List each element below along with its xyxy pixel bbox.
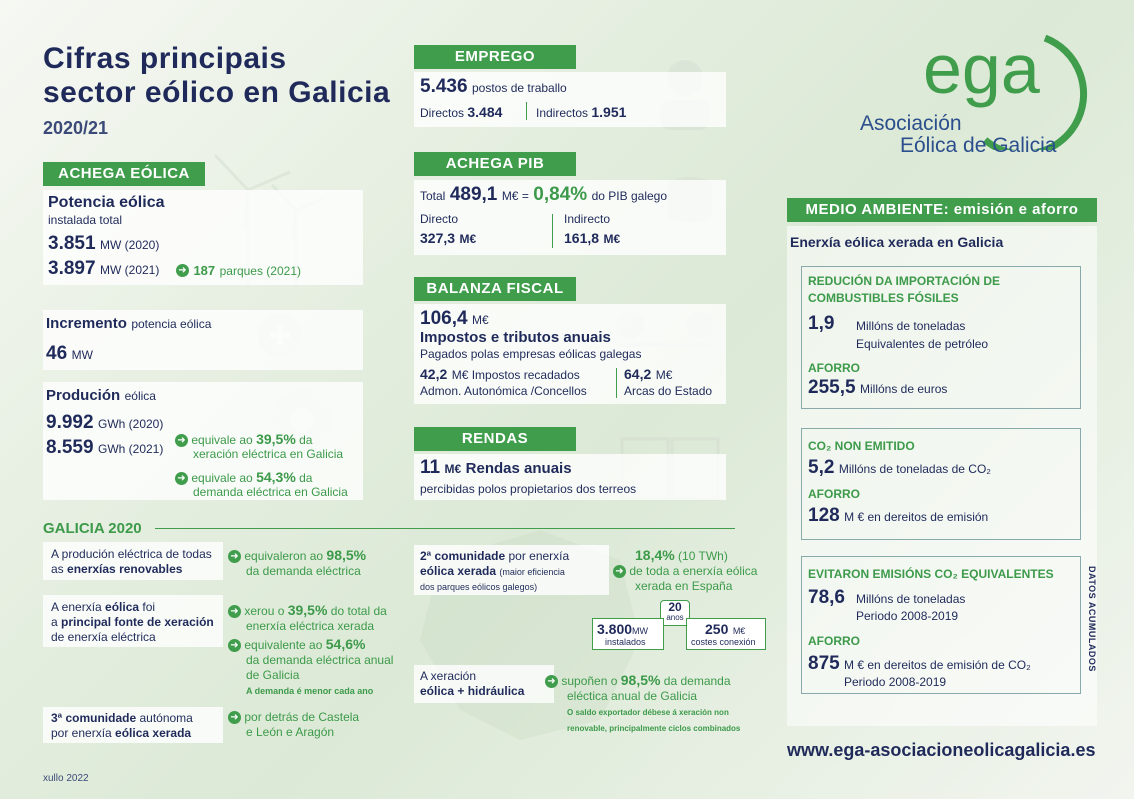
xerou-text: xerou o (244, 604, 285, 618)
emprego-separator (526, 102, 527, 120)
eq2-text: equivale ao (191, 471, 253, 485)
medio-heading: MEDIO AMBIENTE: emisión e aforro (787, 198, 1097, 222)
footer-url[interactable]: www.ega-asociacioneolicagalicia.es (787, 740, 1096, 760)
parques-text: parques (2021) (219, 264, 301, 278)
pib-indirecto-label: Indirecto (564, 212, 611, 226)
fiscal-a-sub: Admon. Autonómica /Concellos (420, 384, 587, 398)
renovables-left (43, 542, 223, 580)
renovables-left-as: as (51, 562, 64, 576)
instalados-text: instalados (605, 637, 646, 647)
terceira-d: eólica xerada (115, 726, 192, 740)
terceira-b: autónoma (139, 711, 193, 725)
producion-2020-unit: GWh (2020) (98, 417, 164, 431)
eolica-fonte-left (43, 595, 223, 647)
terceira-right-1: por detrás de Castela (244, 710, 360, 724)
xeracion-right-a: supoñen o (561, 674, 618, 688)
demanda-line-3: de Galicia (246, 668, 300, 682)
arrow-right-icon: ➜ (228, 605, 241, 618)
producion-title (46, 387, 156, 405)
galicia-heading: GALICIA 2020 (43, 520, 142, 537)
fosiles-text (856, 317, 988, 353)
potencia-2021-unit: MW (2021) (100, 263, 160, 277)
demanda-pct: 54,6% (325, 636, 366, 652)
incremento-unit: MW (71, 348, 93, 362)
segunda-right (613, 548, 757, 594)
arrow-right-icon: ➜ (176, 264, 189, 277)
pib-separator (552, 214, 553, 248)
incremento-panel (43, 310, 363, 370)
rendas-unit: M€ (444, 462, 462, 476)
pib-pct: 0,84% (533, 184, 588, 205)
fiscal-b (624, 366, 672, 384)
co2-aforro-text: M € en dereitos de emisión (844, 510, 989, 524)
terceira-right-2: e León e Aragón (246, 725, 335, 739)
eq2-pct: 54,3% (256, 469, 296, 485)
xeracion-line-1: A xeración (420, 669, 477, 683)
pib-unit: M€ = (501, 189, 529, 203)
equivale-demanda (175, 470, 348, 499)
pib-indirecto-unit: M€ (603, 232, 621, 246)
eq1-text: equivale ao (191, 433, 253, 447)
costes-value: 250 (705, 621, 729, 637)
co2-text: Millóns de toneladas de CO₂ (838, 462, 991, 476)
emprego-heading: EMPREGO (414, 45, 576, 69)
eq1-da: da (299, 433, 313, 447)
rendas-heading: RENDAS (414, 427, 576, 451)
potencia-2021 (48, 258, 159, 280)
demanda-note: A demanda é menor cada ano (246, 686, 374, 696)
potencia-2020-unit: MW (2020) (100, 238, 160, 252)
eolica-fonte-e: principal fonte de xeración (61, 615, 214, 629)
renovables-right-text: equivaleron ao (244, 549, 324, 563)
xerou-tail: do total da (330, 604, 387, 618)
pib-directo-unit: M€ (459, 232, 477, 246)
achega-eolica-heading: ACHEGA EÓLICA (43, 162, 205, 186)
fiscal-panel (414, 304, 726, 404)
producion-label: Produción (46, 387, 121, 404)
fiscal-heading: BALANZA FISCAL (414, 277, 576, 301)
pib-total (420, 184, 667, 206)
instalados-unit: MW (632, 626, 649, 636)
fosiles-aforro (808, 377, 947, 399)
indirectos-label: Indirectos (536, 106, 589, 120)
renovables-right-tail: da demanda eléctrica (246, 564, 361, 578)
page-year: 2020/21 (43, 118, 109, 138)
pib-heading: ACHEGA PIB (414, 152, 576, 176)
incremento-label: Incremento (46, 315, 127, 332)
potencia-2020-value: 3.851 (48, 233, 96, 254)
title-line-1: Cifras principais (43, 42, 287, 75)
indirectos-value: 1.951 (591, 104, 627, 120)
emisions-aforro-value: 875 (808, 653, 840, 674)
demanda-text: equivalente ao (244, 638, 323, 652)
potencia-sub: instalada total (48, 213, 123, 227)
anos-unit: anos (666, 613, 684, 622)
eq1-tail: xeración eléctrica en Galicia (193, 447, 344, 462)
eolica-fonte-text (51, 600, 214, 645)
rendas-title: Rendas anuais (465, 460, 572, 477)
xeracion-note-1: O saldo exportador débese á xeración non (567, 708, 729, 717)
segunda-c: eólica xerada (420, 564, 497, 578)
eq2-da: da (299, 471, 313, 485)
fosiles-title (808, 273, 1000, 307)
producion-panel (43, 382, 363, 500)
incremento-title (46, 315, 211, 333)
emisions-aforro-text-1: M € en dereitos de emisión de CO₂ (844, 658, 1031, 672)
terceira-a: 3ª comunidade (51, 711, 137, 725)
renovables-right-pct: 98,5% (326, 547, 367, 563)
fosiles-value: 1,9 (808, 313, 835, 334)
segunda-right-twh: (10 TWh) (678, 549, 728, 563)
rendas-panel (414, 454, 726, 500)
producion-2021-unit: GWh (2021) (98, 442, 164, 456)
title-line-2: sector eólico en Galicia (43, 76, 391, 109)
producion-2020 (46, 412, 163, 434)
arrow-right-icon: ➜ (228, 550, 241, 563)
terceira-text (51, 711, 193, 741)
arrow-right-icon: ➜ (228, 711, 241, 724)
galicia-rule (155, 528, 735, 529)
pib-total-label: Total (420, 189, 446, 203)
co2-aforro-label: AFORRO (808, 487, 860, 501)
medio-sub: Enerxía eólica xerada en Galicia (790, 234, 1004, 250)
incremento-value: 46 (46, 343, 68, 364)
co2-line (808, 457, 991, 479)
pib-directo-value: 327,3 (420, 230, 456, 246)
fosiles-aforro-label: AFORRO (808, 361, 860, 375)
fiscal-separator (616, 368, 617, 398)
emprego-panel (414, 72, 726, 127)
segunda-text (420, 549, 569, 595)
segunda-d: (maior eficiencia (499, 567, 565, 577)
producion-2021 (46, 437, 163, 459)
parques-value: 187 (193, 263, 216, 278)
co2-title: CO₂ NON EMITIDO (808, 439, 915, 453)
producion-sub: eólica (124, 389, 156, 403)
co2-aforro-value: 128 (808, 505, 840, 526)
potencia-2021-value: 3.897 (48, 258, 96, 279)
instalados-value: 3.800 (597, 621, 633, 637)
terceira-right (228, 710, 359, 740)
costes-text: costes conexión (691, 637, 756, 647)
arrow-right-icon: ➜ (175, 434, 188, 447)
fiscal-unit: M€ (472, 313, 489, 327)
xerou-line-2: enerxía eléctrica xerada (246, 619, 375, 633)
xeracion-right-pct: 98,5% (620, 672, 661, 688)
xeracion-left (414, 665, 554, 703)
incremento-sub: potencia eólica (131, 317, 212, 331)
emisions-text-2: Periodo 2008-2019 (856, 609, 959, 623)
pib-tail: do PIB galego (591, 189, 668, 203)
fosiles-text-2: Equivalentes de petróleo (856, 337, 989, 351)
pib-indirecto-value: 161,8 (564, 230, 600, 246)
pib-panel (414, 180, 726, 255)
equivale-xeracion (175, 432, 343, 461)
emprego-directos (420, 104, 502, 120)
segunda-a: 2ª comunidade (420, 549, 506, 563)
costes-unit: M€ (732, 626, 746, 636)
eolica-fonte-b: eólica (105, 600, 140, 614)
anos-value: 20 (668, 600, 682, 614)
directos-label: Directos (420, 106, 465, 120)
pib-indirecto (564, 230, 620, 248)
xeracion-text (420, 669, 524, 699)
renovables-left-line-1: A produción eléctrica de todas (51, 547, 212, 561)
rendas-sub: percibidas polos propietarios dos terreos (420, 482, 637, 496)
co2-box (801, 428, 1081, 540)
xeracion-right (545, 673, 740, 736)
segunda-right-3: xerada en España (635, 579, 733, 593)
renovables-right (228, 548, 366, 579)
eolica-xerou (228, 603, 387, 634)
arrow-right-icon: ➜ (613, 565, 626, 578)
fiscal-total (420, 308, 489, 330)
emisions-aforro-text (844, 657, 1031, 691)
eolica-demanda (228, 637, 393, 699)
xeracion-right-2: eléctica anual de Galicia (567, 689, 698, 703)
xerou-pct: 39,5% (287, 602, 328, 618)
xeracion-note-2: renovable, principalmente ciclos combinados (567, 724, 741, 733)
eolica-fonte-c: foi (142, 600, 156, 614)
xeracion-line-2: eólica + hidráulica (420, 684, 525, 698)
pib-directo (420, 230, 476, 248)
eq1-pct: 39,5% (256, 431, 296, 447)
xeracion-right-c: da demanda (663, 674, 731, 688)
producion-2021-value: 8.559 (46, 437, 94, 458)
eolica-fonte-f: de enerxía eléctrica (51, 630, 156, 644)
emisions-value: 78,6 (808, 587, 845, 608)
emisions-aforro-text-2: Periodo 2008-2019 (844, 675, 947, 689)
fiscal-b-unit: M€ (655, 368, 673, 382)
terceira-left (43, 707, 223, 743)
pib-directo-label: Directo (420, 212, 459, 226)
fiscal-a-value: 42,2 (420, 366, 448, 382)
eolica-fonte-a: A enerxía (51, 600, 102, 614)
logo-line-1: Asociación (860, 112, 962, 135)
arrow-right-icon: ➜ (175, 472, 188, 485)
fiscal-a-unit: M€ Impostos recadados (451, 368, 580, 382)
renovables-left-text (51, 547, 212, 577)
pib-total-value: 489,1 (449, 184, 498, 205)
segunda-left (414, 545, 609, 595)
fiscal-title: Impostos e tributos anuais (420, 329, 611, 346)
potencia-panel (43, 190, 363, 285)
renovables-left-bold: enerxías renovables (67, 562, 183, 576)
emprego-total (420, 76, 567, 98)
emisions-text (856, 591, 965, 625)
costes-box (686, 618, 766, 650)
emisions-title: EVITARON EMISIÓNS CO₂ EQUIVALENTES (808, 567, 1054, 581)
footer-date: xullo 2022 (43, 773, 89, 784)
producion-2020-value: 9.992 (46, 412, 94, 433)
eq2-tail: demanda eléctrica en Galicia (193, 485, 348, 500)
logo-line-2: Eólica de Galicia (900, 134, 1057, 157)
fosiles-aforro-value: 255,5 (808, 377, 856, 398)
parques-line (176, 262, 301, 280)
fiscal-b-sub: Arcas do Estado (624, 384, 713, 398)
co2-value: 5,2 (808, 457, 835, 478)
fosiles-title-1: REDUCIÓN DA IMPORTACIÓN DE (808, 274, 1000, 288)
emisions-aforro-label: AFORRO (808, 634, 860, 648)
fiscal-a (420, 366, 580, 384)
potencia-label: Potencia eólica (48, 194, 165, 211)
logo-mark: ega (923, 30, 1040, 108)
datos-acumulados-label: DATOS ACUMULADOS (1087, 566, 1097, 672)
co2-aforro (808, 505, 988, 527)
eolica-fonte-d: a (51, 615, 58, 629)
arrow-right-icon: ➜ (228, 639, 241, 652)
segunda-b: por enerxía (508, 549, 570, 563)
segunda-right-pct: 18,4% (635, 547, 675, 563)
fosiles-box (801, 266, 1081, 409)
terceira-c: por enerxía (51, 726, 112, 740)
emprego-indirectos (536, 104, 626, 120)
emisions-text-1: Millóns de toneladas (856, 592, 966, 606)
rendas-total (420, 457, 572, 479)
segunda-e: dos parques eólicos galegos) (420, 582, 538, 592)
directos-value: 3.484 (467, 104, 503, 120)
emprego-text: postos de traballo (472, 81, 567, 95)
fosiles-aforro-text: Millóns de euros (860, 382, 948, 396)
fiscal-value: 106,4 (420, 308, 468, 329)
page-title (43, 42, 390, 110)
fosiles-text-1: Millóns de toneladas (856, 319, 966, 333)
arrow-right-icon: ➜ (545, 675, 558, 688)
emprego-value: 5.436 (420, 76, 468, 97)
fiscal-sub: Pagados polas empresas eólicas galegas (420, 347, 642, 361)
potencia-2020 (48, 233, 159, 255)
emisions-box (801, 556, 1081, 694)
segunda-right-2: de toda a enerxía eólica (629, 564, 758, 578)
fosiles-title-2: COMBUSTIBLES FÓSILES (808, 291, 959, 305)
ega-logo (855, 30, 1105, 160)
rendas-value: 11 (420, 457, 441, 478)
demanda-line-2: da demanda eléctrica anual (246, 653, 394, 667)
fiscal-b-value: 64,2 (624, 366, 652, 382)
instalados-box (592, 618, 664, 650)
incremento-value-line (46, 343, 93, 365)
medio-panel (787, 226, 1097, 726)
